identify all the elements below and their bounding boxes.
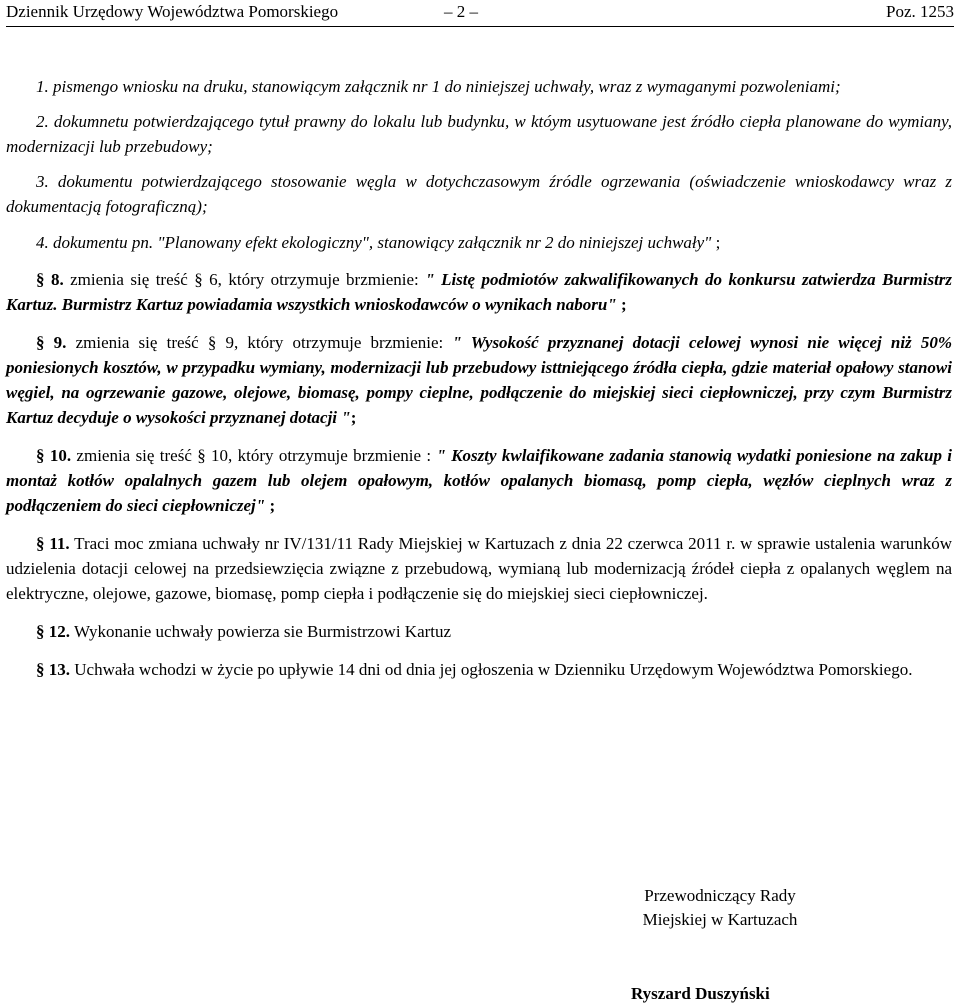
page-header [6,0,954,27]
quoted-text: " Koszty kwlaifikowane zadania stanowią wydatki poniesione na zakup i montaż kotłów opalalnych gazem lub olejem opałowym, kotłów opalanych biomasą, pomp ciepła, węzłów cieplnych wraz z podłączeniem do sieci ciepłowniczej" [6,446,953,515]
list-item-2 [6,109,952,159]
section-mark: § 9. [36,333,67,352]
section-mark: § 12. [36,622,70,641]
section-mark: § 11. [36,534,70,553]
paragraph-text: Uchwała wchodzi w życie po upływie 14 dni od dnia jej ogłoszenia w Dzienniku Urzędowym Województwa Pomorskiego. [70,660,913,679]
paragraph-12 [6,619,952,644]
signature-block [620,884,820,932]
paragraph-intro: zmienia się treść § 9, który otrzymuje brzmienie: [66,333,453,352]
section-mark: § 13. [36,660,70,679]
paragraph-tail: ; [265,496,276,515]
journal-title: Dziennik Urzędowy Województwa Pomorskiego [6,2,339,21]
paragraph-intro: zmienia się treść § 10, który otrzymuje brzmienie : [71,446,437,465]
list-item-text: 1. pismengo wniosku na druku, stanowiącym załącznik nr 1 do niniejszej uchwały, wraz z wymaganymi pozwoleniami; [36,77,841,96]
list-item-text: 3. dokumentu potwierdzającego stosowanie węgla w dotychczasowym źródle ogrzewania (oświadczenie wnioskodawcy wraz z dokumentacją fotograficzną); [6,172,952,216]
list-item-text: 2. dokumnetu potwierdzającego tytuł prawny do lokalu lub budynku, w któym usytuowane jest źródło ciepła planowane do wymiany, modernizacji lub przebudowy; [6,112,952,156]
list-item-1 [6,74,952,99]
list-item-4 [6,230,952,255]
document-body [6,74,952,682]
list-item-tail: ; [711,233,721,252]
page-number: – 2 – [444,2,478,21]
position-number: Poz. 1253 [886,2,954,21]
section-mark: § 8. [36,270,64,289]
paragraph-13 [6,657,952,682]
paragraph-9 [6,330,952,430]
paragraph-intro: zmienia się treść § 6, który otrzymuje brzmienie: [63,270,426,289]
paragraph-11 [6,531,952,606]
quoted-text: " Wysokość przyznanej dotacji celowej wynosi nie więcej niż 50% poniesionych kosztów, w przypadku wymiany, modernizacji lub przebudowy isttniejącego źródła ciepła, gdzie materiał opałowy stanowi węgiel, na ogrzewanie gazowe, olejowe, biomasę, pompy cieplne, podłączenie do miejskiej sieci ciepłowniczej, przy czym Burmistrz Kartuz decyduje o wysokości przyznanej dotacji " [6,333,953,427]
paragraph-8 [6,267,952,317]
paragraph-tail: ; [616,295,627,314]
section-mark: § 10. [36,446,72,465]
paragraph-tail: ; [350,408,357,427]
paragraph-text: Traci moc zmiana uchwały nr IV/131/11 Rady Miejskiej w Kartuzach z dnia 22 czerwca 2011 r. w sprawie ustalenia warunków udzielenia dotacji celowej na przedsiewzięcia związne z przebudową, wymianą lub modernizacją źródeł ciepła z opalanych węglem na elektryczne, olejowe, gazowe, biomasę, pomp ciepła i podłączenie się do miejskiej sieci ciepłowniczej. [6,534,953,603]
list-item-text: 4. dokumentu pn. "Planowany efekt ekologiczny", stanowiący załącznik nr 2 do niniejszej uchwały" [36,233,712,252]
signatory-title-line-2: Miejskiej w Kartuzach [642,910,798,929]
paragraph-text: Wykonanie uchwały powierza sie Burmistrzowi Kartuz [70,622,452,641]
paragraph-10 [6,443,952,518]
signatory-name: Ryszard Duszyński [631,984,770,1003]
list-item-3 [6,169,952,219]
quoted-text: " Listę podmiotów zakwalifikowanych do konkursu zatwierdza Burmistrz Kartuz. Burmistrz Kartuz powiadamia wszystkich wnioskodawców o wynikach naboru" [6,270,953,314]
signatory-title-line-1: Przewodniczący Rady [644,886,796,905]
